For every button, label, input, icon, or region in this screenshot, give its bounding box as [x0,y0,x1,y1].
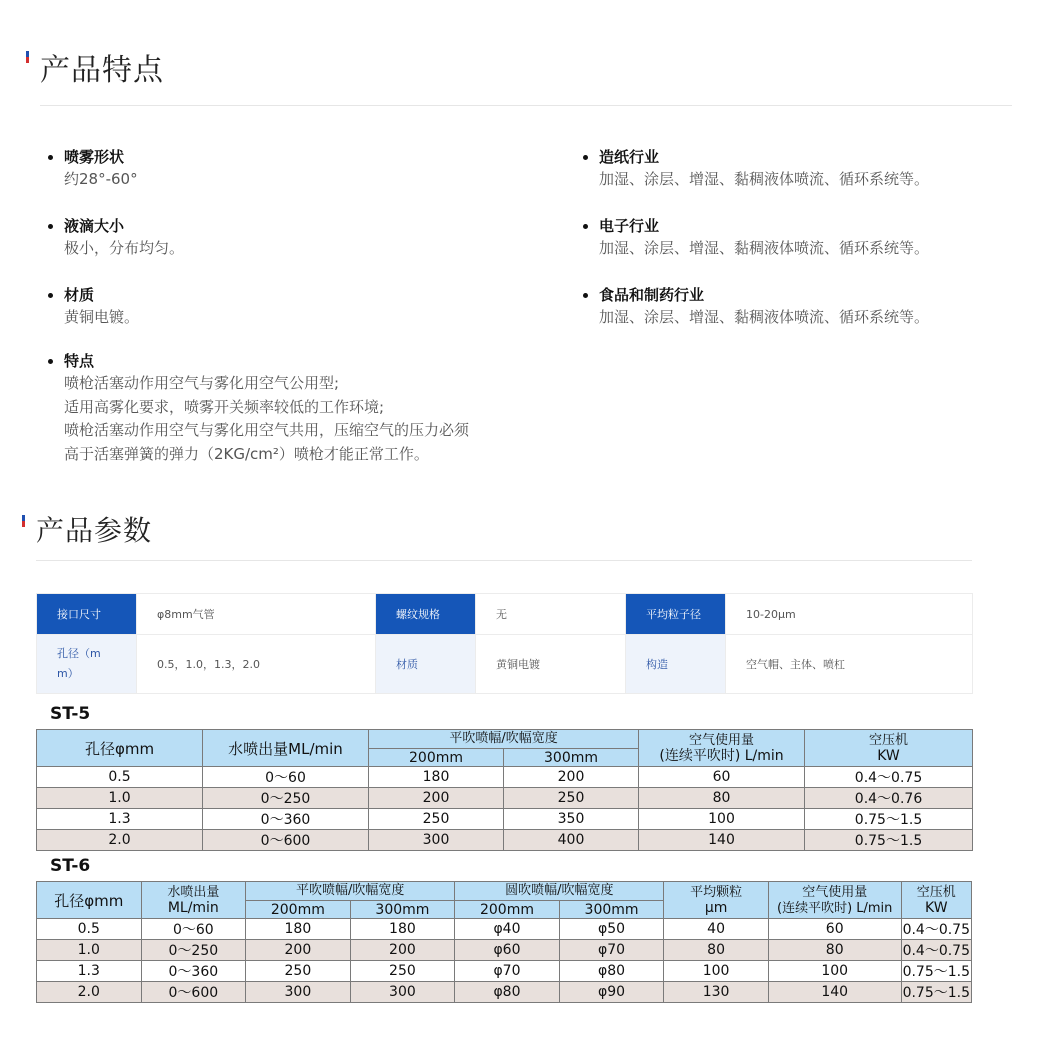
table-cell: 250 [246,961,351,982]
table-cell: φ80 [559,961,664,982]
table-cell: 1.0 [37,940,142,961]
table-cell: 0～60 [141,919,246,940]
table-cell: 180 [350,919,455,940]
header-cell: 圆吹喷幅/吹幅宽度 [455,882,664,901]
param-row [37,635,973,694]
param-key: 平均粒子径 [626,594,726,635]
table-cell: 80 [768,940,901,961]
param-value: 黄铜电镀 [476,635,626,694]
table-cell: 180 [369,767,504,788]
table-cell: 130 [664,982,769,1003]
table-cell: 250 [350,961,455,982]
feature-characteristics: 特点 喷枪活塞动作用空气与雾化用空气公用型; 适用高雾化要求，喷雾开关频率较低的工作环境; 喷枪活塞动作用空气与雾化用空气共用，压缩空气的压力必须 高于活塞弹簧的弹力（2KG/cm²）喷枪才能正常工作。 [42,350,469,466]
table-cell: 0～360 [203,809,369,830]
table-row [37,919,972,940]
table-cell: 1.3 [37,809,203,830]
divider [36,560,972,561]
table-cell: φ70 [559,940,664,961]
table-cell: 400 [504,830,639,851]
industry-food-pharma: 食品和制药行业 加湿、涂层、增湿、黏稠液体喷流、循环系统等。 [577,284,929,330]
section-marker [22,515,25,527]
table-cell: φ50 [559,919,664,940]
table-cell: 2.0 [37,830,203,851]
header-cell: 300mm [350,901,455,919]
table-cell: 100 [639,809,805,830]
param-key: 材质 [376,635,476,694]
param-value: 空气帽、主体、喷杠 [726,635,973,694]
model-label: ST-6 [50,856,91,876]
table-cell: 0.75～1.5 [901,982,971,1003]
table-cell: 180 [246,919,351,940]
table-cell: 100 [664,961,769,982]
header-cell: 空压机 KW [901,882,971,919]
header-cell: 空压机 KW [805,730,973,767]
feature-material: 材质 黄铜电镀。 [42,284,139,330]
table-cell: 1.3 [37,961,142,982]
table-cell: 100 [768,961,901,982]
table-cell: 300 [246,982,351,1003]
param-value: φ8mm气管 [137,594,376,635]
table-cell: 0～600 [141,982,246,1003]
table-cell: 0.4～0.75 [901,940,971,961]
table-cell: φ70 [455,961,560,982]
model-label: ST-5 [50,704,91,724]
header-cell: 空气使用量 (连续平吹时) L/min [639,730,805,767]
table-cell: 60 [639,767,805,788]
header-cell: 平均颗粒 μm [664,882,769,919]
header-cell: 300mm [559,901,664,919]
table-cell: 0.4～0.76 [805,788,973,809]
header-cell: 孔径φmm [37,882,142,919]
section-marker [26,51,29,63]
table-cell: 0～360 [141,961,246,982]
table-cell: 60 [768,919,901,940]
header-cell: 水喷出量ML/min [203,730,369,767]
table-cell: 0～250 [141,940,246,961]
table-cell: 0～60 [203,767,369,788]
param-value: 无 [476,594,626,635]
param-value: 0.5，1.0，1.3，2.0 [137,635,376,694]
industry-paper: 造纸行业 加湿、涂层、增湿、黏稠液体喷流、循环系统等。 [577,146,929,192]
features-title: 产品特点 [40,53,164,88]
table-cell: 1.0 [37,788,203,809]
table-cell: 200 [350,940,455,961]
table-cell: 300 [369,830,504,851]
table-cell: 0～250 [203,788,369,809]
table-row [37,788,973,809]
table-cell: 350 [504,809,639,830]
table-cell: φ80 [455,982,560,1003]
table-cell: 250 [369,809,504,830]
table-cell: 140 [768,982,901,1003]
header-cell: 200mm [246,901,351,919]
params-title: 产品参数 [36,514,153,547]
st5-table [36,729,973,851]
feature-droplet-size: 液滴大小 极小，分布均匀。 [42,215,184,261]
header-cell: 孔径φmm [37,730,203,767]
table-row [37,830,973,851]
header-cell: 200mm [369,749,504,767]
param-value: 10-20μm [726,594,973,635]
param-table [36,593,973,694]
table-cell: 0.75～1.5 [901,961,971,982]
table-cell: 140 [639,830,805,851]
table-cell: 300 [350,982,455,1003]
param-key: 接口尺寸 [37,594,137,635]
param-row [37,594,973,635]
table-row [37,982,972,1003]
table-cell: 200 [369,788,504,809]
param-key: 构造 [626,635,726,694]
table-cell: 250 [504,788,639,809]
header-cell: 水喷出量 ML/min [141,882,246,919]
industry-electronics: 电子行业 加湿、涂层、增湿、黏稠液体喷流、循环系统等。 [577,215,929,261]
header-cell: 300mm [504,749,639,767]
param-key: 孔径（mm） [37,635,137,694]
table-cell: φ60 [455,940,560,961]
table-row [37,809,973,830]
table-cell: 0.4～0.75 [805,767,973,788]
table-cell: 0.5 [37,767,203,788]
table-cell: φ90 [559,982,664,1003]
table-cell: 0.75～1.5 [805,809,973,830]
table-row [37,961,972,982]
header-cell: 平吹喷幅/吹幅宽度 [369,730,639,749]
table-cell: 80 [664,940,769,961]
table-cell: 0.5 [37,919,142,940]
table-cell: 40 [664,919,769,940]
table-cell: 0.75～1.5 [805,830,973,851]
feature-spray-shape: 喷雾形状 约28°-60° [42,146,138,192]
table-header-row [37,882,972,901]
divider [40,105,1012,106]
table-cell: φ40 [455,919,560,940]
header-cell: 200mm [455,901,560,919]
table-cell: 200 [504,767,639,788]
st6-table [36,881,972,1003]
table-row [37,767,973,788]
param-key: 螺纹规格 [376,594,476,635]
table-cell: 200 [246,940,351,961]
table-header-row [37,730,973,749]
header-cell: 空气使用量 (连续平吹时) L/min [768,882,901,919]
table-cell: 80 [639,788,805,809]
table-cell: 0.4～0.75 [901,919,971,940]
header-cell: 平吹喷幅/吹幅宽度 [246,882,455,901]
table-cell: 2.0 [37,982,142,1003]
table-row [37,940,972,961]
table-cell: 0～600 [203,830,369,851]
